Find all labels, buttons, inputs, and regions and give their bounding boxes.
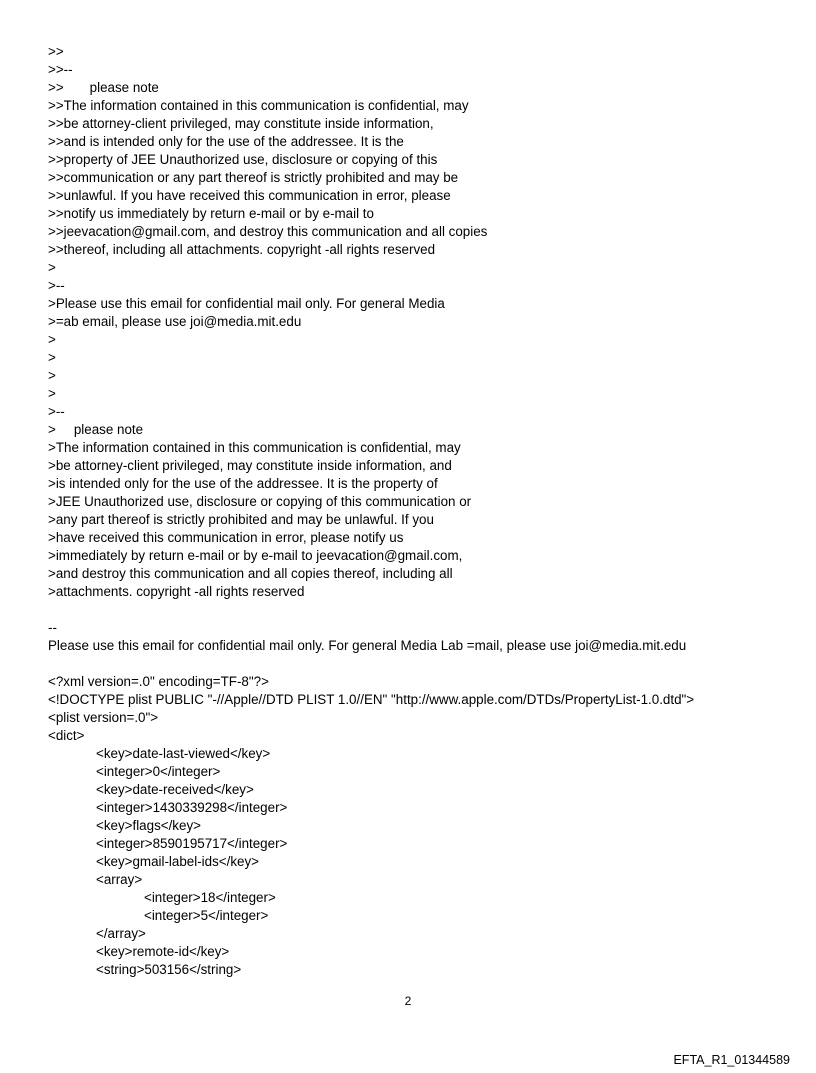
plist-entry: <integer>8590195717</integer>	[96, 836, 288, 851]
quote-line: >	[48, 386, 56, 401]
xml-declaration: <?xml version=.0" encoding=TF-8"?>	[48, 674, 269, 689]
please-note-label: please note	[73, 422, 144, 437]
signature-text: Please use this email for confidential mail only. For general Media Lab =mail, please use joi@media.mit.edu	[48, 638, 687, 653]
disclaimer-line: >and destroy this communication and all copies thereof, including all	[48, 566, 453, 581]
disclaimer-line: >>communication or any part thereof is strictly prohibited and may be	[48, 170, 459, 185]
plist-entry: </array>	[96, 926, 146, 941]
disclaimer-line: >be attorney-client privileged, may constitute inside information, and	[48, 458, 452, 473]
plist-entry: <key>date-last-viewed</key>	[96, 746, 271, 761]
quote-line: >--	[48, 404, 65, 419]
disclaimer-line: >>property of JEE Unauthorized use, disclosure or copying of this	[48, 152, 438, 167]
please-note-line	[48, 421, 788, 439]
document-page	[48, 43, 788, 979]
please-note-label: please note	[89, 80, 159, 95]
disclaimer-line: >>and is intended only for the use of the addressee. It is the	[48, 134, 404, 149]
disclaimer-line: >>notify us immediately by return e-mail or by e-mail to	[48, 206, 374, 221]
disclaimer-line: >any part thereof is strictly prohibited and may be unlawful. If you	[48, 512, 434, 527]
plist-open-tag: <plist version=.0">	[48, 710, 159, 725]
plist-array-item: <integer>5</integer>	[144, 908, 269, 923]
disclaimer-line: >>jeevacation@gmail.com, and destroy this communication and all copies	[48, 224, 488, 239]
disclaimer-line: >>thereof, including all attachments. copyright -all rights reserved	[48, 242, 436, 257]
dict-open-tag: <dict>	[48, 728, 85, 743]
disclaimer-line: >JEE Unauthorized use, disclosure or copying of this communication or	[48, 494, 472, 509]
plist-entry: <key>gmail-label-ids</key>	[96, 854, 260, 869]
quote-prefix: >>	[48, 80, 64, 95]
disclaimer-line: >The information contained in this communication is confidential, may	[48, 440, 461, 455]
quote-line: >	[48, 332, 56, 347]
page-number: 2	[404, 994, 412, 1008]
quote-line: >	[48, 350, 56, 365]
quote-line: >>--	[48, 62, 73, 77]
spacer	[48, 655, 788, 673]
disclaimer-line: >attachments. copyright -all rights reserved	[48, 584, 305, 599]
signature-separator: --	[48, 620, 57, 635]
plist-entry: <string>503156</string>	[96, 962, 242, 977]
plist-array-item: <integer>18</integer>	[144, 890, 276, 905]
quote-line: >=ab email, please use joi@media.mit.edu	[48, 314, 302, 329]
quote-line: >Please use this email for confidential mail only. For general Media	[48, 296, 445, 311]
plist-entry: <key>date-received</key>	[96, 782, 254, 797]
please-note-line	[48, 79, 788, 97]
disclaimer-line: >is intended only for the use of the addressee. It is the property of	[48, 476, 438, 491]
plist-doctype: <!DOCTYPE plist PUBLIC "-//Apple//DTD PLIST 1.0//EN" "http://www.apple.com/DTDs/PropertyList-1.0.dtd">	[48, 692, 695, 707]
quote-line: >	[48, 368, 56, 383]
plist-entry: <key>flags</key>	[96, 818, 201, 833]
spacer	[48, 601, 788, 619]
plist-entry: <array>	[96, 872, 143, 887]
bates-id: EFTA_R1_01344589	[673, 1053, 790, 1067]
quote-prefix: >	[48, 422, 56, 437]
disclaimer-line: >immediately by return e-mail or by e-mail to jeevacation@gmail.com,	[48, 548, 463, 563]
plist-entry: <integer>0</integer>	[96, 764, 221, 779]
quote-line: >>	[48, 44, 64, 59]
disclaimer-line: >have received this communication in error, please notify us	[48, 530, 404, 545]
quote-line: >--	[48, 278, 65, 293]
disclaimer-line: >>The information contained in this communication is confidential, may	[48, 98, 469, 113]
quote-line: >	[48, 260, 56, 275]
plist-entry: <integer>1430339298</integer>	[96, 800, 288, 815]
disclaimer-line: >>unlawful. If you have received this communication in error, please	[48, 188, 451, 203]
disclaimer-line: >>be attorney-client privileged, may constitute inside information,	[48, 116, 434, 131]
plist-entry: <key>remote-id</key>	[96, 944, 230, 959]
